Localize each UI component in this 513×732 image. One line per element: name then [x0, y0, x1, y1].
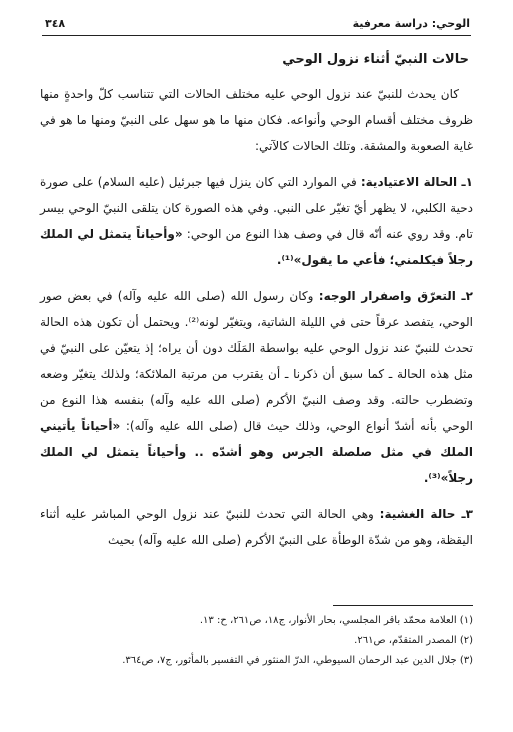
paragraph-lead: ١ـ الحالة الاعتيادية: [360, 175, 473, 189]
paragraph-lead: ٣ـ حالة الغشية: [379, 507, 473, 521]
header-divider [42, 35, 471, 36]
state-swoon-paragraph [40, 501, 473, 553]
footnotes [40, 613, 473, 673]
footnote: (٣) جلال الدين عبد الرحمان السيوطي، الدرّ المنثور في التفسير بالمأثور، ج٧، ص٣٦٤. [122, 655, 473, 666]
paragraph-lead: ٢ـ التعرّق واصفرار الوجه: [318, 289, 473, 303]
state-sweating-paragraph [40, 283, 473, 491]
section-title: حالات النبيّ أثناء نزول الوحي [282, 52, 469, 67]
footnote-divider [333, 605, 473, 606]
state-normal-paragraph [40, 169, 473, 273]
hadith-quote: «وأحياناً يتمثل لي الملك رجلاً فيكلمني؛ فأعي ما يقول»⁽¹⁾. [40, 227, 473, 267]
page-number: ٣٤٨ [45, 17, 66, 30]
paragraph-text: وهي الحالة التي تحدث للنبيّ عند نزول الوحي المباشر عليه أثناء اليقظة، وهو من شدّة الوطأة على النبيّ الأكرم (صلى الله عليه وآله) بحيث [40, 507, 473, 547]
paragraph-text: في الموارد التي كان ينزل فيها جبرئيل (عليه السلام) على صورة دحية الكلبي، لا يظهر أيّ تغيّر على النبي. وفي هذه الصورة كان يتلقى النبيّ الوحي بيسر تام. وقد روي عنه أنّه قال في وصف هذا النوع من الوحي: [40, 175, 473, 241]
hadith-quote: «أحياناً يأتيني الملك في مثل صلصلة الجرس وهو أشدّه .. وأحياناً يتمثل لي الملك رجلاً»⁽³⁾. [40, 419, 473, 485]
paragraph-text: كان يحدث للنبيّ عند نزول الوحي عليه مختلف الحالات التي تتناسب كلّ واحدةٍ منها ظروف مختلف أقسام الوحي وأنواعه. فكان منها ما هو سهل على النبيّ ومنها ما هو في غاية الصعوبة والمشقة. وتلك الحالات كالآتي: [40, 87, 473, 153]
page-body [40, 44, 473, 563]
footnote: (١) العلامة محمّد باقر المجلسي، بحار الأنوار، ج١٨، ص٢٦١، ح: ١٣. [199, 615, 473, 626]
intro-paragraph [40, 81, 473, 159]
footnote: (٢) المصدر المتقدّم، ص٢٦١. [354, 635, 473, 646]
running-header-title: الوحي: دراسة معرفية [352, 17, 470, 30]
paragraph-text: وكان رسول الله (صلى الله عليه وآله) في بعض صور الوحي، يتفصد عرقاً حتى في الليلة الشاتية، ويتغيّر لونه⁽²⁾. ويحتمل أن تكون هذه الحالة تحدث للنبيّ عند نزول الوحي عليه بواسطة المَلَك دون أن يراه؛ إذ يتعيّن على النبيّ في مثل هذه الحالة ـ كما سبق أن ذكرنا ـ أن يقترب من مرتبة الملائكة؛ ولذلك يتغيّر وضعه وتضطرب حالته. وقد وصف النبيّ الأكرم (صلى الله عليه وآله) بنفسه هذا النوع من الوحي بأنه أشدّ أنواع الوحي، وذلك حيث قال (صلى الله عليه وآله): [40, 289, 473, 433]
